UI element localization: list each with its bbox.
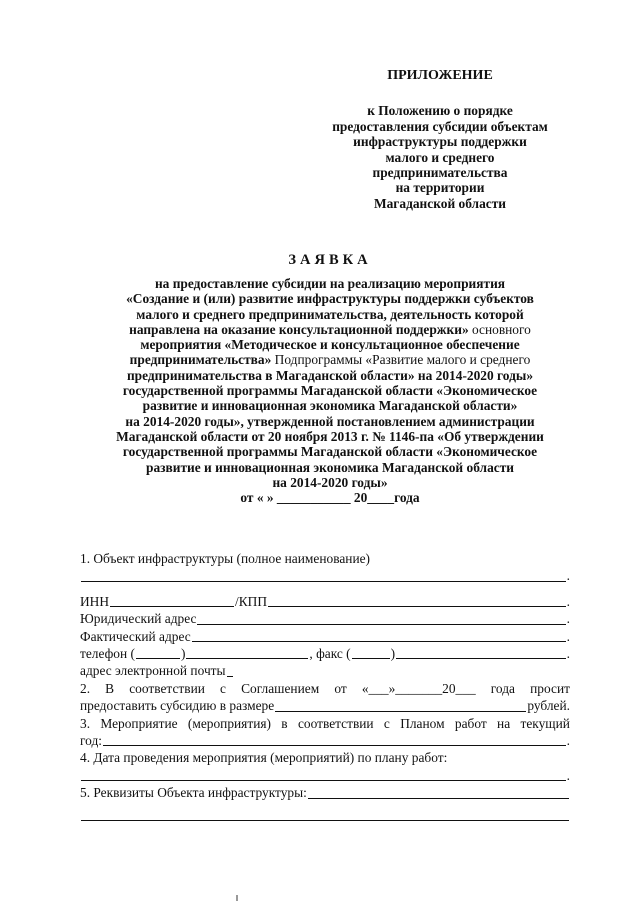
end-mark: . [566, 593, 570, 609]
subsidy-amount-row [80, 697, 570, 714]
item2-word: соответствии [129, 680, 205, 696]
fax-number-field[interactable] [396, 646, 566, 659]
end-mark: . [566, 611, 570, 627]
subject-line: малого и среднего предпринимательства, деятельность которой [136, 306, 524, 322]
current-year-field[interactable] [103, 733, 566, 746]
subject-fragment: Подпрограммы «Развитие малого и среднего [271, 352, 531, 368]
item3-word: 3. [80, 715, 91, 731]
appendix-line: предпринимательства [372, 165, 508, 181]
appendix-line: малого и среднего [385, 149, 495, 165]
subject-line: на 2014-2020 годы», утвержденной постановлением администрации [125, 413, 535, 429]
application-subject [60, 276, 600, 505]
inn-label: ИНН [80, 593, 110, 609]
actual-address-label: Фактический адрес [80, 628, 191, 644]
item3-row [80, 715, 570, 732]
item3-word: в [281, 715, 288, 731]
object-name-row [80, 567, 570, 584]
subject-line: мероприятия «Методическое и консультационное обеспечение [140, 337, 520, 353]
item3-word: на [497, 715, 511, 731]
subject-fragment: направлена на оказание консультационной поддержки» [129, 321, 469, 337]
requisites-field[interactable] [308, 786, 569, 799]
item3-word: (мероприятия) [187, 715, 271, 731]
legal-address-row [80, 610, 570, 627]
fax-close: ) [390, 645, 396, 661]
item2-row [80, 680, 570, 697]
item5-label: 5. Реквизиты Объекта инфраструктуры: [80, 785, 307, 801]
item1-row [80, 550, 570, 567]
appendix-line: предоставления субсидии объектам [332, 118, 548, 134]
inn-kpp-row [80, 593, 570, 610]
legal-address-field[interactable] [197, 612, 565, 625]
item2-word: Соглашением [241, 680, 320, 696]
item2-word: просит [530, 680, 570, 696]
appendix-line: инфраструктуры поддержки [353, 134, 527, 150]
item2-word: 2. [80, 680, 91, 696]
end-mark: . [566, 767, 570, 783]
subject-line: на 2014-2020 годы» [272, 474, 388, 490]
end-mark: . [566, 732, 570, 748]
phone-fax-row [80, 645, 570, 662]
item4-label: 4. Дата проведения мероприятия (мероприятий) по плану работ: [80, 750, 448, 766]
event-date-row [80, 767, 570, 784]
email-label: адрес электронной почты [80, 663, 226, 679]
application-date-line: от « » ___________ 20____года [240, 490, 420, 506]
fax-code-field[interactable] [352, 646, 390, 659]
event-date-field[interactable] [81, 768, 566, 781]
end-mark: . [566, 645, 570, 661]
subject-fragment: основного [468, 321, 531, 337]
email-row [80, 662, 570, 679]
phone-close: ) [180, 645, 186, 661]
subsidy-amount-label: предоставить субсидию в размере [80, 698, 275, 714]
current-year-label: год: [80, 732, 103, 748]
item2-word: от [334, 680, 347, 696]
item3-word: с [383, 715, 390, 731]
legal-address-label: Юридический адрес [80, 611, 197, 627]
subject-line: развитие и инновационная экономика Магаданской области [146, 459, 514, 475]
subject-line: предпринимательства в Магаданской области» на 2014-2020 годы» [126, 367, 534, 383]
application-heading: ЗАЯВКА [288, 252, 372, 268]
current-year-row [80, 732, 570, 749]
rubles-label: рублей. [527, 698, 570, 714]
appendix-header [300, 68, 580, 211]
item2-word: с [220, 680, 226, 696]
item1-label: 1. Объект инфраструктуры (полное наименование) [80, 550, 371, 566]
subsidy-amount-field[interactable] [275, 699, 526, 712]
item2-word: «___»_______20___ [361, 680, 476, 696]
item3-word: Планом [400, 715, 445, 731]
object-name-field[interactable] [81, 569, 566, 582]
phone-number-field[interactable] [186, 646, 308, 659]
subject-line: развитие и инновационная экономика Магаданской области» [142, 398, 518, 414]
actual-address-row [80, 628, 570, 645]
subject-line [60, 322, 600, 337]
subject-line [60, 352, 600, 367]
item3-word: соответствии [297, 715, 374, 731]
item2-word: года [490, 680, 515, 696]
subject-line: Магаданской области от 20 ноября 2013 г. № 1146-па «Об утверждении [116, 428, 544, 444]
kpp-field[interactable] [268, 594, 566, 607]
appendix-line: на территории [395, 180, 485, 196]
appendix-line: к Положению о порядке [367, 103, 513, 119]
appendix-line: Магаданской области [373, 195, 507, 211]
subject-line: на предоставление субсидии на реализацию мероприятия [154, 276, 506, 291]
actual-address-field[interactable] [192, 629, 566, 642]
end-mark: . [566, 628, 570, 644]
inn-field[interactable] [110, 594, 234, 607]
phone-code-field[interactable] [136, 646, 180, 659]
item3-word: работ [454, 715, 487, 731]
fax-label: , факс ( [309, 645, 351, 661]
appendix-title: ПРИЛОЖЕНИЕ [387, 68, 493, 83]
kpp-label: /КПП [235, 593, 268, 609]
end-mark: . [566, 568, 570, 584]
subject-line: государственной программы Магаданской области «Экономическое [122, 383, 538, 399]
subject-line: «Создание и (или) развитие инфраструктуры поддержки субъектов [126, 291, 534, 307]
requisites-field-2[interactable] [81, 808, 569, 821]
item5-row [80, 784, 570, 801]
subject-fragment: предпринимательства» [129, 352, 272, 368]
item3-word: Мероприятие [100, 715, 178, 731]
item3-word: текущий [520, 715, 570, 731]
application-form [80, 550, 570, 824]
item4-row [80, 749, 570, 766]
item2-word: В [105, 680, 115, 696]
subject-line: государственной программы Магаданской области «Экономическое [122, 444, 538, 460]
scan-mark [236, 895, 238, 901]
email-field[interactable] [227, 664, 233, 677]
requisites-row [80, 802, 570, 824]
phone-label: телефон ( [80, 645, 135, 661]
